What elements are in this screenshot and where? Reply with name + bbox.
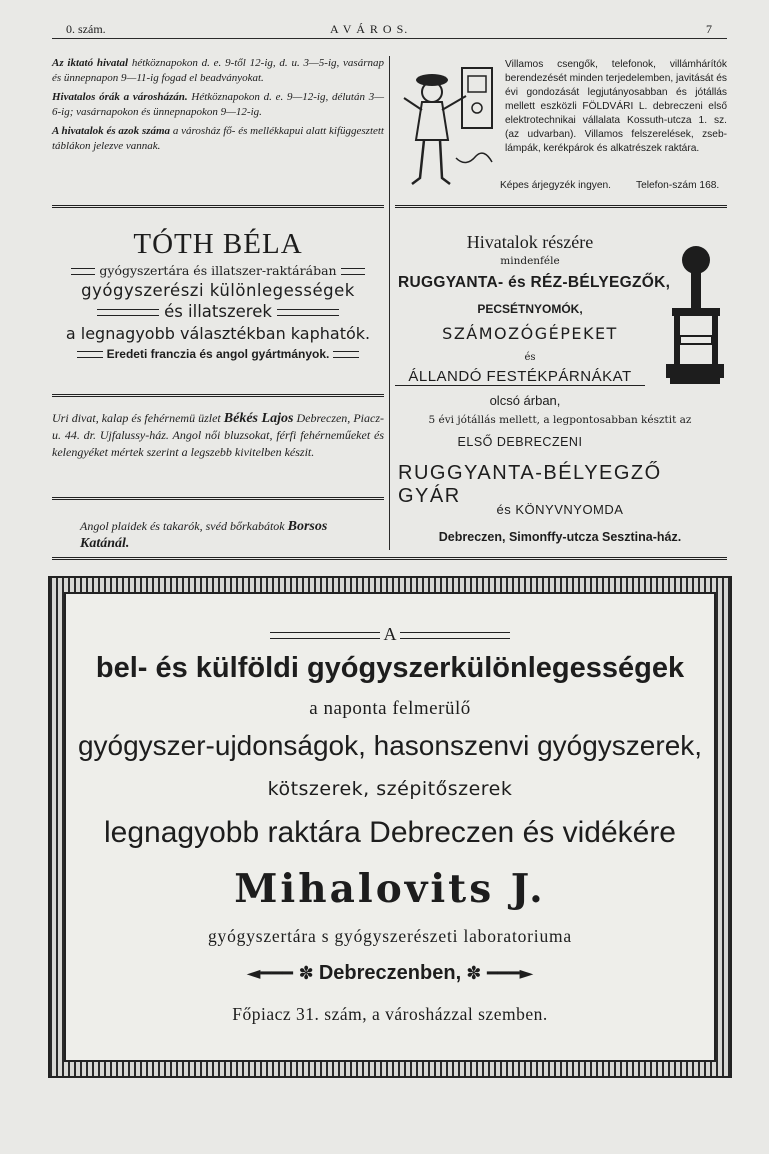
mihalovits-a: A [383, 624, 396, 644]
bekes-text-b: Debreczen, Piacz-u. 44. dr. Ujfalussy-ház. Angol női bluzsokat, férfi fehérneműeket és kelengyéket mértek szerint a legszebb kivitelben készit. [52, 411, 384, 459]
mihalovits-line2: a naponta felmerülő [309, 698, 471, 719]
arrow-left-ornament: ◄━━━ ✽ [246, 963, 314, 984]
hivatal-p1-title: Az iktató hivatal [52, 57, 129, 69]
bekes-ad [52, 410, 384, 461]
rule-bekes-bottom [52, 497, 384, 500]
borsos-ad [80, 518, 380, 552]
hivatal-notice [52, 56, 384, 154]
foldvari-ad-text: Villamos csengők, telefonok, villámhárítók berendezését minden terjedelemben, javitását és évi gondozását legjutányosabban és jótállás mellett eszközli FÖLDVÁRI L. debreczeni első elektrotechnikai vállalata Kossuth-utcza 1. sz. (az udvarban). Villamos felszerelések, zseb-lámpák, kerékpárok és alkatrészek raktára. [505, 59, 727, 154]
toth-ad [52, 228, 384, 361]
toth-line4: a legnagyobb választékban kaphatók. [65, 324, 371, 343]
stamp-title: Hivatalok részére [466, 232, 594, 252]
borsos-name: Borsos Katánál. [80, 519, 328, 551]
stamp-line11: és KÖNYVNYOMDA [496, 502, 624, 517]
hivatal-p1-text: hétköznapokon d. e. 9-től 12-ig, d. u. 3—5-ig, vasárnap és ünnepnapon 9—11-ig fogad el beadványokat. [52, 57, 384, 84]
stamp-line8: 5 évi jótállás mellett, a legpontosabban késztit az [428, 414, 692, 426]
mihalovits-ornamental-border [48, 576, 732, 1078]
rule-toth-bottom [52, 394, 384, 397]
stamp-line4: SZÁMOZÓGÉPEKET [442, 324, 618, 343]
stamp-line6: ÁLLANDÓ FESTÉKPÁRNÁKAT [395, 368, 645, 386]
header-rule [52, 38, 727, 39]
page-header-title: A V Á R O S. [330, 22, 409, 36]
stamp-line1: mindenféle [500, 255, 560, 267]
mihalovits-line1: bel- és külföldi gyógyszerkülönlegességek [95, 652, 685, 684]
section-rule-right [395, 205, 727, 208]
stamp-line12: Debreczen, Simonffy-utcza Sesztina-ház. [438, 530, 682, 544]
bekes-text-a: Uri divat, kalap és fehérnemü üzlet [52, 411, 224, 425]
mihalovits-line5: legnagyobb raktára Debreczen és vidékére [103, 816, 676, 849]
toth-line1: gyógyszertára és illatszer-raktárában [99, 263, 337, 278]
mihalovits-city: Debreczenben, [318, 962, 462, 984]
stamp-line7: olcsó árban, [489, 393, 561, 408]
mihalovits-address: Főpiacz 31. szám, a városházzal szemben. [232, 1004, 548, 1024]
mihalovits-name: Mihalovits J. [234, 866, 546, 912]
mihalovits-ad [64, 592, 716, 1062]
mihalovits-line6: gyógyszertára s gyógyszerészeti laboratoriuma [208, 926, 572, 946]
hivatal-p2-text: Hétköznapokon d. e. 9—12-ig, délután 3—6-ig; vasárnapokon és ünnepnapokon 9—12-ig. [52, 91, 384, 118]
toth-line2: gyógyszerészi különlegességek [81, 281, 355, 300]
column-divider [389, 56, 390, 550]
toth-name: TÓTH BÉLA [133, 228, 303, 260]
electrician-illustration [396, 58, 500, 194]
section-rule-left [52, 205, 384, 208]
bekes-name: Békés Lajos [223, 411, 294, 426]
hivatal-p3-text: a városház fő- és mellékkapui alatt kifüggesztett táblákon jelezve vannak. [52, 125, 384, 152]
hivatal-p3-title: A hivatalok és azok száma [52, 125, 171, 137]
borsos-text-a: Angol plaidek és takarók, svéd bőrkabátok [80, 519, 288, 533]
mihalovits-line3: gyógyszer-ujdonságok, hasonszenvi gyógyszerek, [77, 730, 703, 761]
toth-line5: Eredeti franczia és angol gyártmányok. [106, 347, 330, 361]
mihalovits-line4: kötszerek, szépitőszerek [267, 778, 513, 800]
page-header-left: 0. szám. [66, 22, 106, 36]
stamp-line2: RUGGYANTA- és RÉZ-BÉLYEGZŐK, [398, 274, 671, 291]
stamp-line5: és [524, 352, 536, 363]
stamp-line3: PECSÉTNYOMÓK, [477, 302, 583, 316]
stamp-line10: RUGGYANTA-BÉLYEGZŐ GYÁR [398, 462, 662, 507]
rule-bottom-section [52, 557, 727, 560]
arrow-right-ornament: ✽ ━━━► [466, 963, 534, 984]
rubber-stamp-illustration [662, 244, 728, 392]
foldvari-phone: Telefon-szám 168. [636, 180, 720, 191]
hivatal-p2-title: Hivatalos órák a városházán. [52, 91, 188, 103]
foldvari-catalog: Képes árjegyzék ingyen. [500, 180, 611, 191]
page-number: 7 [706, 22, 712, 36]
stamp-ad [395, 232, 665, 267]
stamp-line9: ELSŐ DEBRECZENI [457, 435, 583, 449]
toth-line3: és illatszerek [164, 302, 272, 321]
